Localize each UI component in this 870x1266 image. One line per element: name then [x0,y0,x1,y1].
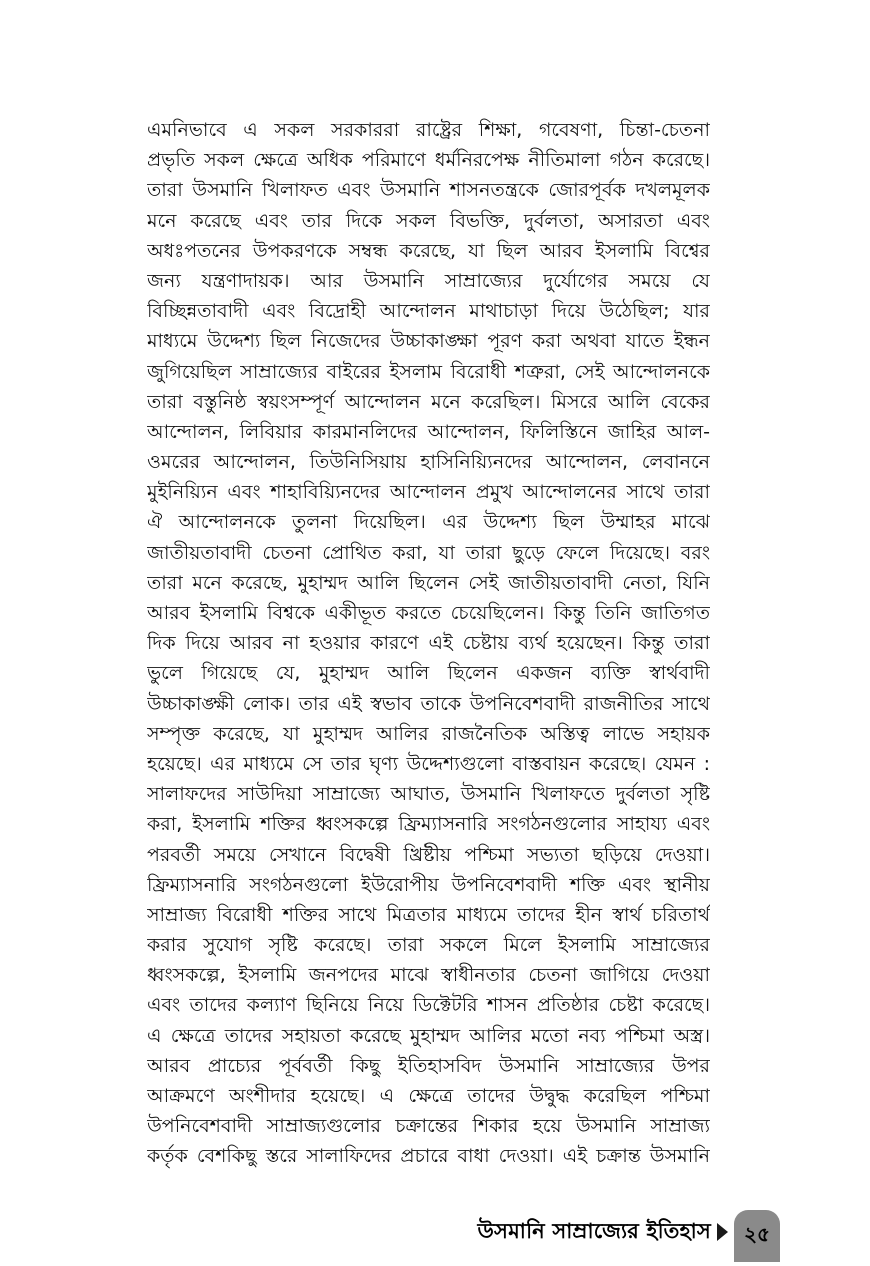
text-line: অধঃপতনের উপকরণকে সম্বন্ধ করেছে, যা ছিল আরব ইসলামি বিশ্বের [147,239,710,262]
text-line: সালাফদের সাউদিয়া সাম্রাজ্যে আঘাত, উসমানি খিলাফতে দুর্বলতা সৃষ্টি [147,783,710,806]
text-line: আরব প্রাচ্যের পূর্ববর্তী কিছু ইতিহাসবিদ উসমানি সাম্রাজ্যের উপর [147,1054,710,1077]
text-line: দিক দিয়ে আরব না হওয়ার কারণে এই চেষ্টায় ব্যর্থ হয়েছেন। কিন্তু তারা [147,632,710,655]
text-line: এবং তাদের কল্যাণ ছিনিয়ে নিয়ে ডিক্টেটরি শাসন প্রতিষ্ঠার চেষ্টা করেছে। [147,994,710,1017]
text-line: কর্তৃক বেশকিছু স্তরে সালাফিদের প্রচারে বাধা দেওয়া। এই চক্রান্ত উসমানি [147,1145,710,1168]
text-line: হয়েছে। এর মাধ্যমে সে তার ঘৃণ্য উদ্দেশ্যগুলো বাস্তবায়ন করেছে। যেমন : [147,752,710,775]
text-line: ধ্বংসকল্পে, ইসলামি জনপদের মাঝে স্বাধীনতার চেতনা জাগিয়ে দেওয়া [147,964,710,987]
text-line: উচ্চাকাঙ্ক্ষী লোক। তার এই স্বভাব তাকে উপনিবেশবাদী রাজনীতির সাথে [147,692,710,715]
text-line: জুগিয়েছিল সাম্রাজ্যের বাইরের ইসলাম বিরোধী শত্রুরা, সেই আন্দোলনকে [147,360,710,383]
text-line: ফ্রিম্যাসনারি সংগঠনগুলো ইউরোপীয় উপনিবেশবাদী শক্তি এবং স্থানীয় [147,873,710,896]
text-line: আরব ইসলামি বিশ্বকে একীভূত করতে চেয়েছিলেন। কিন্তু তিনি জাতিগত [147,602,710,624]
text-line: ভুলে গিয়েছে যে, মুহাম্মদ আলি ছিলেন একজন ব্যক্তি স্বার্থবাদী [147,662,710,685]
text-line: তারা বস্তুনিষ্ঠ স্বয়ংসম্পূর্ণ আন্দোলন মনে করেছিল। মিসরে আলি বেকের [147,390,710,413]
page-number: ২৫ [744,1221,770,1246]
text-line: করার সুযোগ সৃষ্টি করেছে। তারা সকলে মিলে ইসলামি সাম্রাজ্যের [147,934,710,957]
page-footer [477,1207,780,1257]
page-number-tab [734,1210,780,1262]
triangle-right-icon [717,1223,728,1241]
text-line: উপনিবেশবাদী সাম্রাজ্যগুলোর চক্রান্তের শিকার হয়ে উসমানি সাম্রাজ্য [147,1115,710,1138]
text-line: মাধ্যমে উদ্দেশ্য ছিল নিজেদের উচ্চাকাঙ্ক্ষা পূরণ করা অথবা যাতে ইন্ধন [147,330,710,353]
running-title: উসমানি সাম্রাজ্যের ইতিহাস [477,1218,711,1243]
text-line: এমনিভাবে এ সকল সরকাররা রাষ্ট্রের শিক্ষা, গবেষণা, চিন্তা-চেতনা [147,119,710,141]
text-line: সাম্রাজ্য বিরোধী শক্তির সাথে মিত্রতার মাধ্যমে তাদের হীন স্বার্থ চরিতার্থ [147,903,710,926]
text-line: তারা মনে করেছে, মুহাম্মদ আলি ছিলেন সেই জাতীয়তাবাদী নেতা, যিনি [147,571,710,594]
text-line: সম্পৃক্ত করেছে, যা মুহাম্মদ আলির রাজনৈতিক অস্তিত্ব লাভে সহায়ক [147,722,710,745]
text-line: তারা উসমানি খিলাফত এবং উসমানি শাসনতন্ত্রকে জোরপূর্বক দখলমূলক [147,179,710,202]
text-line: করা, ইসলামি শক্তির ধ্বংসকল্পে ফ্রিম্যাসনারি সংগঠনগুলোর সাহায্য এবং [147,813,710,836]
text-line: ঐ আন্দোলনকে তুলনা দিয়েছিল। এর উদ্দেশ্য ছিল উম্মাহর মাঝে [147,511,710,534]
text-line: মুইনিয়্যিন এবং শাহাবিয়্যিনদের আন্দোলন প্রমুখ আন্দোলনের সাথে তারা [147,481,710,504]
text-line: আক্রমণে অংশীদার হয়েছে। এ ক্ষেত্রে তাদের উদ্বুদ্ধ করেছিল পশ্চিমা [147,1085,710,1107]
text-line: বিচ্ছিন্নতাবাদী এবং বিদ্রোহী আন্দোলন মাথাচাড়া দিয়ে উঠেছিল; যার [147,300,710,323]
text-line: জন্য যন্ত্রণাদায়ক। আর উসমানি সাম্রাজ্যের দুর্যোগের সময়ে যে [147,269,710,292]
text-line: আন্দোলন, লিবিয়ার কারমানলিদের আন্দোলন, ফিলিস্তিনে জাহির আল- [147,420,710,443]
text-line: জাতীয়তাবাদী চেতনা প্রোথিত করা, যা তারা ছুড়ে ফেলে দিয়েছে। বরং [147,541,710,564]
body-text [147,115,710,1172]
text-line: ওমরের আন্দোলন, তিউনিসিয়ায় হাসিনিয়্যিনদের আন্দোলন, লেবাননে [147,451,710,474]
text-line: মনে করেছে এবং তার দিকে সকল বিভক্তি, দুর্বলতা, অসারতা এবং [147,209,710,232]
text-line: এ ক্ষেত্রে তাদের সহায়তা করেছে মুহাম্মদ আলির মতো নব্য পশ্চিমা অস্ত্র। [147,1024,710,1047]
text-line: প্রভৃতি সকল ক্ষেত্রে অধিক পরিমাণে ধর্মনিরপেক্ষ নীতিমালা গঠন করেছে। [147,149,710,172]
text-line: পরবর্তী সময়ে সেখানে বিদ্বেষী খ্রিষ্টীয় পশ্চিমা সভ্যতা ছড়িয়ে দেওয়া। [147,843,710,866]
